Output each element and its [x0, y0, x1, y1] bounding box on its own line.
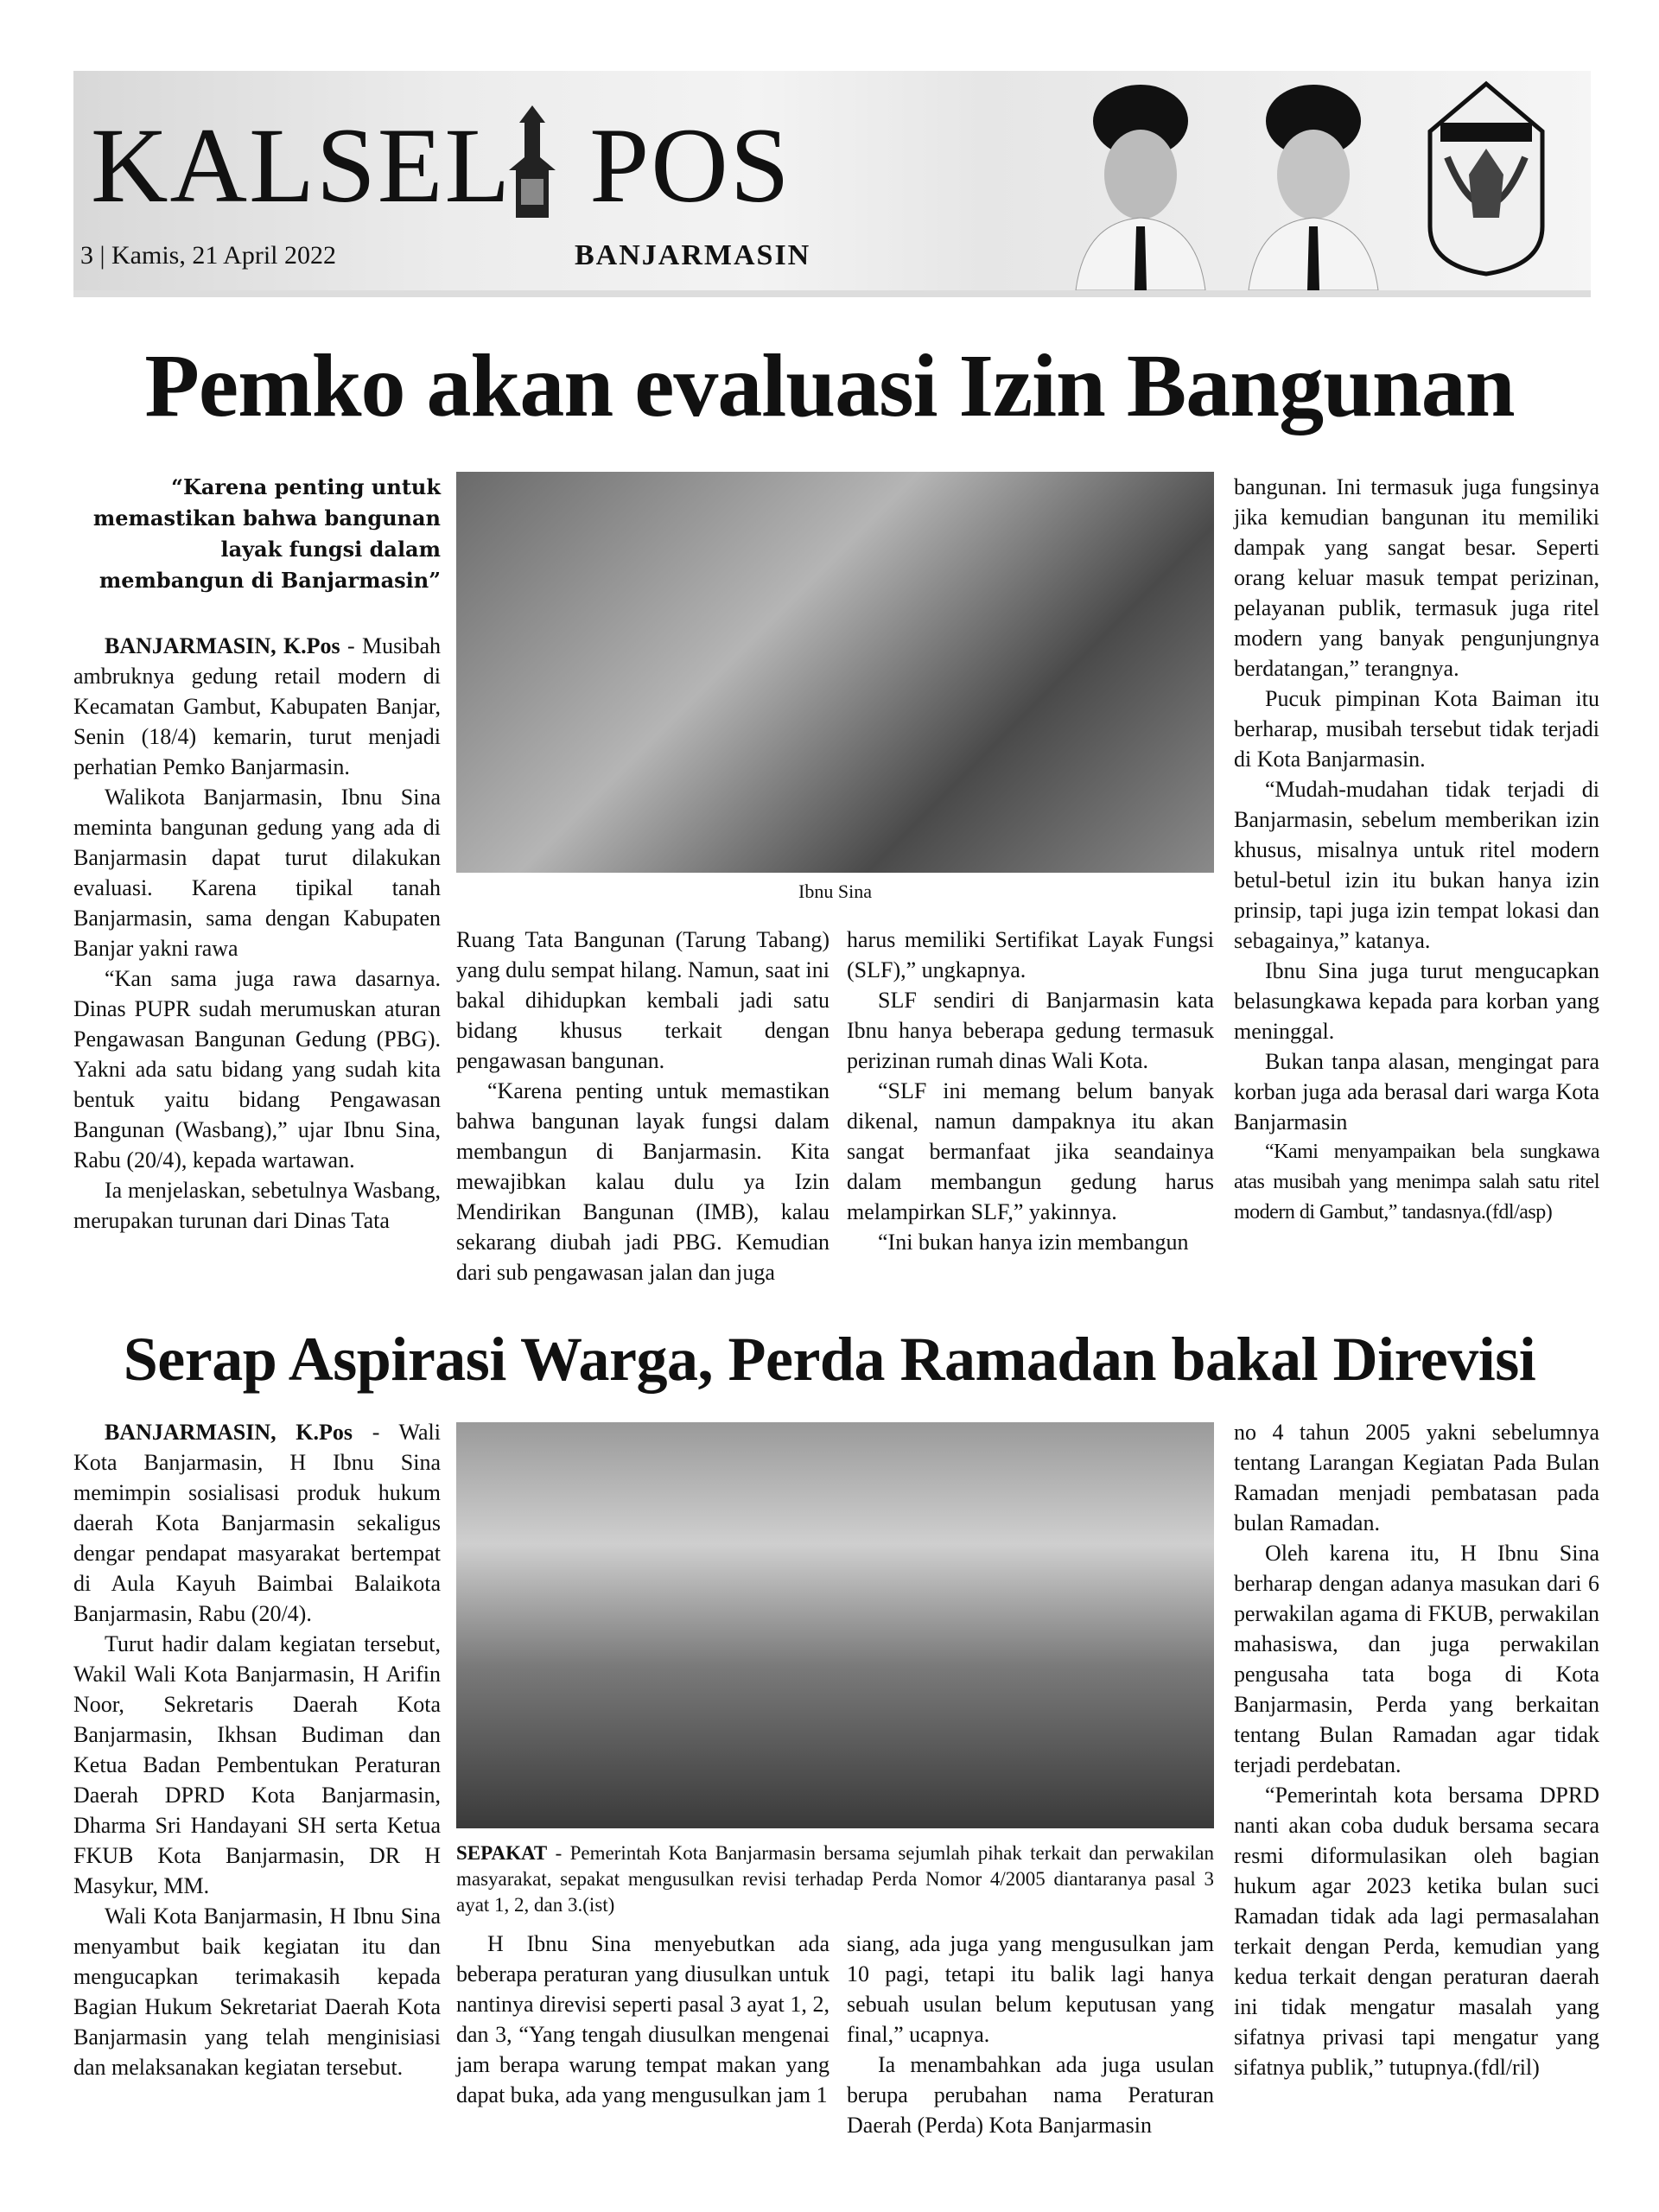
paragraph-text: Ibnu Sina juga turut mengucapkan belasungkawa kepada para korban yang meninggal. [1234, 958, 1599, 1044]
paragraph [847, 1929, 1214, 2050]
article2-col1 [73, 1417, 441, 2082]
edition-city: BANJARMASIN [575, 239, 811, 271]
paragraph [456, 1929, 830, 2110]
paragraph [847, 985, 1214, 1076]
paragraph-text: Wali Kota Banjarmasin, H Ibnu Sina menyambut baik kegiatan itu dan mengucapkan terimakasih kepada Bagian Hukum Sekretariat Daerah Kota Banjarmasin yang telah menginisiasi dan melaksanakan kegiatan tersebut. [73, 1904, 441, 2080]
paragraph [1234, 1137, 1599, 1228]
city-emblem-logo [1421, 79, 1551, 278]
article2-col2 [456, 1929, 830, 2110]
paragraph [847, 925, 1214, 985]
paragraph [73, 963, 441, 1175]
paragraph-text: Pucuk pimpinan Kota Baiman itu berharap, musibah tersebut tidak terjadi di Kota Banjarmasin. [1234, 686, 1599, 772]
mayor-portrait [1067, 79, 1214, 290]
paragraph [1234, 683, 1599, 774]
article1-col2 [456, 925, 830, 1287]
article2-col4 [1234, 1417, 1599, 2082]
caption-text: - Pemerintah Kota Banjarmasin bersama sejumlah pihak terkait dan perwakilan masyarakat, sepakat mengusulkan revisi terhadap Perda Nomor 4/2005 diantaranya pasal 3 ayat 1, 2, dan 3.(ist) [456, 1842, 1214, 1916]
paragraph-text: bangunan. Ini termasuk juga fungsinya jika kemudian bangunan itu memiliki dampak yang sangat besar. Seperti orang keluar masuk tempat perizinan, pelayanan publik, termasuk juga ritel modern yang banyak pengunjungnya berdatangan,” terangnya. [1234, 474, 1599, 681]
paragraph-text: “Kan sama juga rawa dasarnya. Dinas PUPR sudah merumuskan aturan Pengawasan Bangunan Gedung (PBG). Yakni ada satu bidang yang sudah kita bentuk yaitu bidang Pengawasan Bangunan (Wasbang),” ujar Ibnu Sina, Rabu (20/4), kepada wartawan. [73, 966, 441, 1173]
paragraph [1234, 1780, 1599, 2082]
brand-right: POS [589, 106, 791, 225]
paragraph [1234, 472, 1599, 683]
traditional-house-icon [505, 105, 559, 226]
paragraph [847, 2050, 1214, 2140]
article1-col4 [1234, 472, 1599, 1228]
pull-quote: “Karena penting untuk memastikan bahwa bangunan layak fungsi dalam membangun di Banjarmasin” [92, 474, 441, 593]
caption-lead: SEPAKAT [456, 1842, 548, 1864]
paragraph [73, 1417, 441, 1629]
paragraph [73, 631, 441, 782]
dateline: 3 | Kamis, 21 April 2022 [80, 241, 337, 270]
paragraph [1234, 956, 1599, 1046]
article2-photo [456, 1422, 1214, 1828]
article1-col3 [847, 925, 1214, 1257]
dateline-lead: BANJARMASIN, K.Pos [105, 1420, 353, 1445]
paragraph [1234, 1046, 1599, 1137]
paragraph [456, 925, 830, 1076]
paragraph [73, 782, 441, 963]
paragraph-text: Ia menjelaskan, sebetulnya Wasbang, merupakan turunan dari Dinas Tata [73, 1178, 441, 1233]
article1-col1 [73, 472, 441, 1236]
photo-caption: Ibnu Sina [798, 880, 872, 902]
paragraph-text: “Pemerintah kota bersama DPRD nanti akan coba duduk bersama secara resmi diformulasikan oleh bagian hukum agar 2023 ketika bulan suci Ramadan tidak ada lagi permasalahan terkait dengan Perda, kemudian yang kedua terkait dengan peraturan daerah ini tidak mengatur masalah yang sifatnya privasi tapi mengatur yang sifatnya publik,” tutupnya.(fdl/ril) [1234, 1783, 1599, 2080]
paragraph-text: “SLF ini memang belum banyak dikenal, namun dampaknya itu akan sangat bermanfaat jika seandainya dalam membangun gedung harus melampirkan SLF,” yakinnya. [847, 1078, 1214, 1224]
paragraph-text: SLF sendiri di Banjarmasin kata Ibnu hanya beberapa gedung termasuk perizinan rumah dinas Wali Kota. [847, 988, 1214, 1073]
masthead [73, 71, 1591, 297]
paragraph-text: Oleh karena itu, H Ibnu Sina berharap dengan adanya masukan dari 6 perwakilan agama di FKUB, perwakilan mahasiswa, dan juga perwakilan pengusaha tata boga di Kota Banjarmasin, Perda yang berkaitan tentang Bulan Ramadan agar tidak terjadi perdebatan. [1234, 1541, 1599, 1777]
paragraph [1234, 1417, 1599, 1538]
brand-left: KALSEL [91, 106, 512, 225]
paragraph [73, 1901, 441, 2082]
paragraph-text: harus memiliki Sertifikat Layak Fungsi (SLF),” ungkapnya. [847, 927, 1214, 982]
paragraph-text: Turut hadir dalam kegiatan tersebut, Wakil Wali Kota Banjarmasin, H Arifin Noor, Sekretaris Daerah Kota Banjarmasin, Ikhsan Budiman dan Ketua Badan Pembentukan Peraturan Daerah DPRD Kota Banjarmasin, Dharma Sri Handayani SH serta Ketua FKUB Kota Banjarmasin, DR H Masykur, MM. [73, 1631, 441, 1898]
article1-headline: Pemko akan evaluasi Izin Bangunan [144, 336, 1515, 435]
article2-col3 [847, 1929, 1214, 2140]
paragraph-text: - Wali Kota Banjarmasin, H Ibnu Sina memimpin sosialisasi produk hukum daerah Kota Banjarmasin sekaligus dengar pendapat masyarakat bertempat di Aula Kayuh Baimbai Balaikota Banjarmasin, Rabu (20/4). [73, 1420, 441, 1626]
paragraph-text: “Karena penting untuk memastikan bahwa bangunan layak fungsi dalam membangun di Banjarmasin. Kita mewajibkan kalau dulu ya Izin Mendirikan Bangunan (IMB), kalau sekarang diubah jadi PBG. Kemudian dari sub pengawasan jalan dan juga [456, 1078, 830, 1285]
paragraph-text: “Mudah-mudahan tidak terjadi di Banjarmasin, sebelum memberikan izin khusus, misalnya untuk ritel modern betul-betul izin itu bukan hanya izin prinsip, tapi juga izin tempat lokasi dan sebagainya,” katanya. [1234, 777, 1599, 953]
paragraph [73, 1175, 441, 1236]
paragraph-text: H Ibnu Sina menyebutkan ada beberapa peraturan yang diusulkan untuk nantinya direvisi seperti pasal 3 ayat 1, 2, dan 3, “Yang tengah diusulkan mengenai jam berapa warung tempat makan yang dapat buka, ada yang mengusulkan jam 1 [456, 1931, 830, 2107]
paragraph-text: no 4 tahun 2005 yakni sebelumnya tentang Larangan Kegiatan Pada Bulan Ramadan menjadi pembatasan pada bulan Ramadan. [1234, 1420, 1599, 1535]
photo-caption [456, 1840, 1214, 1918]
paragraph-text: siang, ada juga yang mengusulkan jam 10 pagi, tetapi itu balik lagi hanya sebuah usulan belum keputusan yang final,” ucapnya. [847, 1931, 1214, 2047]
brand-logo [91, 106, 791, 227]
paragraph-text: Bukan tanpa alasan, mengingat para korban juga ada berasal dari warga Kota Banjarmasin [1234, 1049, 1599, 1135]
paragraph [73, 1629, 441, 1901]
article2-headline: Serap Aspirasi Warga, Perda Ramadan bakal Direvisi [123, 1325, 1536, 1394]
paragraph-text: “Ini bukan hanya izin membangun [878, 1230, 1189, 1255]
paragraph [1234, 774, 1599, 956]
paragraph-text: Walikota Banjarmasin, Ibnu Sina meminta bangunan gedung yang ada di Banjarmasin dapat turut dilakukan evaluasi. Karena tipikal tanah Banjarmasin, sama dengan Kabupaten Banjar yakni rawa [73, 785, 441, 961]
paragraph-text: Ia menambahkan ada juga usulan berupa perubahan nama Peraturan Daerah (Perda) Kota Banjarmasin [847, 2052, 1214, 2138]
paragraph [456, 1076, 830, 1287]
paragraph-text: Ruang Tata Bangunan (Tarung Tabang) yang dulu sempat hilang. Namun, saat ini bakal dihidupkan kembali jadi satu bidang khusus terkait dengan pengawasan bangunan. [456, 927, 830, 1073]
paragraph [847, 1076, 1214, 1227]
vice-mayor-portrait [1240, 79, 1387, 290]
paragraph-text: “Kami menyampaikan bela sungkawa atas musibah yang menimpa salah satu ritel modern di Gambut,” tandasnya.(fdl/asp) [1234, 1141, 1599, 1224]
paragraph [1234, 1538, 1599, 1780]
article1-photo [456, 472, 1214, 873]
paragraph-text: - Musibah ambruknya gedung retail modern di Kecamatan Gambut, Kabupaten Banjar, Senin (18/4) kemarin, turut menjadi perhatian Pemko Banjarmasin. [73, 633, 441, 779]
paragraph [847, 1227, 1214, 1257]
dateline-lead: BANJARMASIN, K.Pos [105, 633, 340, 658]
